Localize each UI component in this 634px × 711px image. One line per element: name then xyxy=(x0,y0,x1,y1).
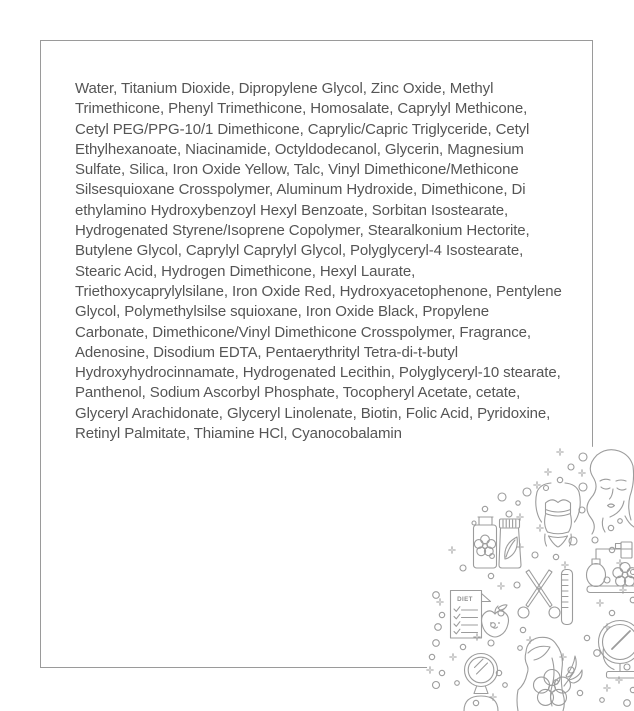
decoration-circle-mask xyxy=(427,438,634,711)
beauty-icons-svg xyxy=(394,428,634,711)
diet-label: DIET xyxy=(457,596,473,603)
ingredients-text: Water, Titanium Dioxide, Dipropylene Glycol, Zinc Oxide, Methyl Trimethicone, Phenyl Trimethicone, Homosalate, Caprylyl Methicone, Cetyl PEG/PPG-10/1 Dimethicone, Caprylic/Capric Triglyceride, Cetyl Ethylhexanoate, Niacinamide, Octyldodecanol, Glycerin, Magnesium Sulfate, Silica, Iron Oxide Yellow, Talc, Vinyl Dimethicone/Methicone Silsesquioxane Crosspolymer, Aluminum Hydroxide, Dimethicone, Di ethylamino Hydroxybenzoyl Hexyl Benzoate, Sorbitan Isostearate, Hydrogenated Styrene/Isoprene Copolymer, Stearalkonium Hectorite, Butylene Glycol, Caprylyl Caprylyl Glycol, Polyglyceryl-4 Isostearate, Stearic Acid, Hydrogen Dimethicone, Hexyl Laurate, Triethoxycaprylylsilane, Iron Oxide Red, Hydroxyacetophenone, Pentylene Glycol, Polymethylsilse squioxane, Iron Oxide Black, Propylene Carbonate, Dimethicone/Vinyl Dimethicone Crosspolymer, Fragrance, Adenosine, Disodium EDTA, Pentaerythrityl Tetra-di-t-butyl Hydroxyhydrocinnamate, Hydrogenated Lecithin, Polyglyceryl-10 stearate, Panthenol, Sodium Ascorbyl Phosphate, Tocopheryl Acetate, cetate, Glyceryl Arachidonate, Glyceryl Linolenate, Biotin, Folic Acid, Pyridoxine, Retinyl Palmitate, Thiamine HCl, Cyanocobalamin xyxy=(75,80,562,443)
beauty-icons-decoration xyxy=(394,428,634,711)
